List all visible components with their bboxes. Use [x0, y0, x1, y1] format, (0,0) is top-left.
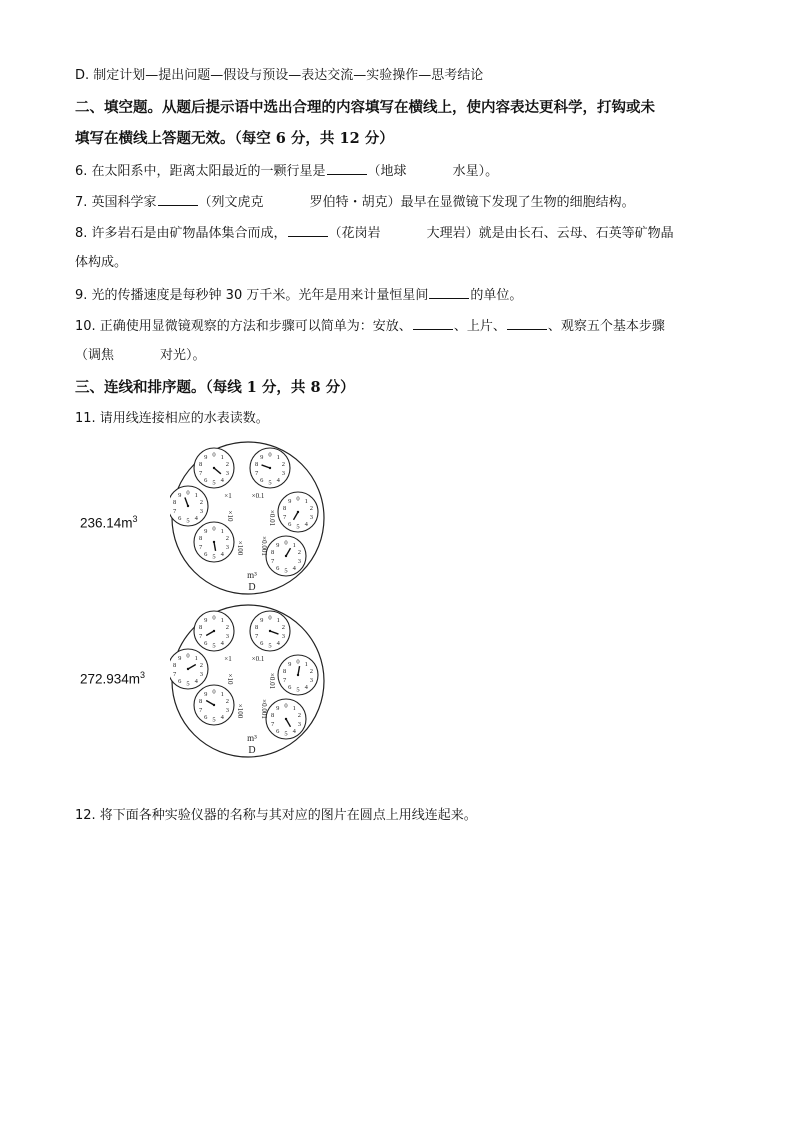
dial-digit: 6 [178, 677, 182, 685]
dial-digit: 1 [304, 498, 308, 506]
dial-digit: 1 [194, 492, 198, 500]
dial-digit: 7 [271, 557, 275, 565]
q8-hint-option2: 大理岩）就是由长石、云母、石英等矿物晶 [426, 226, 674, 241]
meter-dial [266, 536, 306, 576]
dial-digit: 9 [260, 454, 264, 462]
dial-digit: 0 [186, 652, 190, 660]
question-8 [75, 222, 674, 244]
dial-digit: 7 [173, 507, 177, 515]
dial-multiplier: ×0.1 [251, 492, 265, 500]
dial-digit: 6 [260, 476, 264, 484]
meter-dial [194, 448, 234, 488]
meter-unit-label: m³ [247, 733, 257, 743]
dial-digit: 8 [255, 624, 259, 632]
dial-multiplier: ×1 [224, 492, 232, 500]
dial-digit: 0 [268, 614, 272, 622]
meter-dial [194, 685, 234, 725]
dial-pivot [285, 555, 287, 557]
dial-digit: 2 [281, 461, 285, 469]
dial-digit: 4 [220, 550, 224, 558]
dial-digit: 6 [276, 564, 280, 572]
dial-digit: 5 [268, 642, 272, 650]
dial-digit: 8 [283, 505, 287, 513]
dial-pivot [213, 630, 215, 632]
dial-digit: 8 [173, 662, 177, 670]
meter-dial [250, 448, 290, 488]
q7-text: 7. 英国科学家 [75, 195, 157, 210]
dial-digit: 1 [292, 705, 296, 713]
meter-dial [278, 655, 318, 695]
dial-digit: 7 [255, 469, 259, 477]
dial-digit: 5 [186, 680, 190, 688]
dial-digit: 7 [199, 543, 203, 551]
water-meter-figure-2 [170, 601, 326, 761]
meter-reading-1-value: 236.14m [80, 515, 133, 531]
dial-digit: 6 [178, 514, 182, 522]
dial-digit: 9 [276, 705, 280, 713]
dial-digit: 4 [220, 476, 224, 484]
question-9 [75, 284, 522, 306]
dial-multiplier: ×10 [226, 510, 234, 522]
dial-digit: 7 [173, 670, 177, 678]
q8-text: 8. 许多岩石是由矿物晶体集合而成， [75, 226, 287, 241]
meter-dial [266, 699, 306, 739]
q9-text: 9. 光的传播速度是每秒钟 30 万千米。光年是用来计量恒星间 [75, 288, 429, 303]
dial-digit: 4 [194, 514, 198, 522]
dial-digit: 8 [255, 461, 259, 469]
dial-digit: 4 [220, 639, 224, 647]
dial-multiplier: ×100 [236, 703, 244, 719]
dial-digit: 0 [284, 539, 288, 547]
dial-digit: 2 [225, 461, 229, 469]
dial-digit: 3 [225, 706, 229, 714]
dial-digit: 4 [292, 727, 296, 735]
dial-pivot [269, 630, 271, 632]
water-meter-figure-1 [170, 438, 326, 598]
dial-digit: 5 [296, 523, 300, 531]
q6-answer-blank[interactable] [327, 160, 367, 175]
dial-digit: 2 [225, 624, 229, 632]
dial-pivot [213, 704, 215, 706]
dial-digit: 6 [204, 550, 208, 558]
dial-digit: 5 [296, 686, 300, 694]
q6-text: 6. 在太阳系中，距离太阳最近的一颗行星是 [75, 164, 326, 179]
dial-digit: 1 [276, 454, 280, 462]
dial-digit: 5 [212, 553, 216, 561]
dial-digit: 1 [304, 661, 308, 669]
dial-digit: 4 [276, 476, 280, 484]
q6-hint-option1: （地球 [367, 164, 407, 179]
meter-reading-2-exponent: 3 [140, 670, 146, 680]
dial-digit: 2 [297, 712, 301, 720]
q8-line2: 体构成。 [75, 255, 128, 270]
dial-digit: 3 [225, 632, 229, 640]
q8-hint-option1: （花岗岩 [328, 226, 381, 241]
section2-title-line2: 填写在横线上答题无效。（每空 6 分，共 12 分） [75, 130, 394, 147]
dial-digit: 9 [204, 691, 208, 699]
dial-digit: 1 [220, 528, 224, 536]
dial-digit: 8 [199, 698, 203, 706]
meter-dial [170, 649, 208, 689]
dial-digit: 7 [199, 632, 203, 640]
dial-digit: 3 [309, 676, 313, 684]
dial-digit: 1 [220, 691, 224, 699]
q7-answer-blank[interactable] [158, 191, 198, 206]
dial-digit: 0 [186, 489, 190, 497]
dial-digit: 9 [178, 492, 182, 500]
dial-digit: 1 [220, 617, 224, 625]
dial-digit: 8 [199, 624, 203, 632]
q10-hint-option2: 对光）。 [160, 348, 206, 363]
dial-digit: 6 [276, 727, 280, 735]
dial-multiplier: ×0.001 [260, 536, 268, 556]
dial-digit: 6 [260, 639, 264, 647]
dial-digit: 7 [283, 513, 287, 521]
dial-digit: 4 [194, 677, 198, 685]
dial-digit: 9 [178, 655, 182, 663]
dial-digit: 8 [199, 461, 203, 469]
q8-answer-blank[interactable] [288, 222, 328, 237]
dial-digit: 3 [297, 720, 301, 728]
dial-digit: 0 [212, 614, 216, 622]
q10-mid1: 、上片、 [453, 319, 506, 334]
dial-digit: 3 [309, 513, 313, 521]
q10-mid2: 、观察五个基本步骤 [547, 319, 665, 334]
dial-digit: 1 [220, 454, 224, 462]
dial-digit: 9 [204, 454, 208, 462]
q10-hint-option1: （调焦 [75, 348, 115, 363]
dial-digit: 9 [276, 542, 280, 550]
dial-digit: 7 [283, 676, 287, 684]
dial-digit: 3 [199, 507, 203, 515]
dial-digit: 1 [194, 655, 198, 663]
dial-digit: 7 [199, 706, 203, 714]
dial-digit: 4 [304, 683, 308, 691]
dial-digit: 6 [288, 683, 292, 691]
q6-hint-option2: 水星）。 [452, 164, 499, 179]
dial-digit: 6 [204, 713, 208, 721]
dial-digit: 6 [288, 520, 292, 528]
dial-pivot [269, 467, 271, 469]
section3-title: 三、连线和排序题。（每线 1 分，共 8 分） [75, 379, 355, 396]
meter-unit-label: m³ [247, 570, 257, 580]
meter-model-label: D [248, 745, 256, 756]
dial-multiplier: ×10 [226, 673, 234, 685]
dial-pivot [285, 718, 287, 720]
dial-digit: 9 [204, 528, 208, 536]
dial-multiplier: ×0.01 [268, 672, 276, 690]
dial-digit: 2 [225, 698, 229, 706]
q7-hint-option2: 罗伯特・胡克）最早在显微镜下发现了生物的细胞结构。 [309, 195, 635, 210]
meter-reading-1 [80, 514, 138, 531]
meter-dial [170, 486, 208, 526]
meter-dial [250, 611, 290, 651]
dial-digit: 2 [309, 668, 313, 676]
q10-answer-blank-1[interactable] [413, 315, 453, 330]
dial-digit: 1 [276, 617, 280, 625]
option-d: D. 制定计划—提出问题—假设与预设—表达交流—实验操作—思考结论 [75, 68, 484, 83]
dial-digit: 0 [296, 658, 300, 666]
dial-pivot [213, 541, 215, 543]
dial-digit: 9 [288, 661, 292, 669]
dial-multiplier: ×0.001 [260, 699, 268, 719]
dial-digit: 3 [225, 543, 229, 551]
dial-multiplier: ×1 [224, 655, 232, 663]
meter-dial [278, 492, 318, 532]
meter-reading-1-exponent: 3 [132, 514, 138, 524]
dial-digit: 8 [199, 535, 203, 543]
q7-hint-option1: （列文虎克 [198, 195, 264, 210]
question-12: 12. 将下面各种实验仪器的名称与其对应的图片在圆点上用线连起来。 [75, 808, 477, 823]
dial-pivot [187, 505, 189, 507]
dial-digit: 9 [204, 617, 208, 625]
dial-digit: 0 [212, 688, 216, 696]
dial-digit: 4 [220, 713, 224, 721]
dial-digit: 5 [284, 567, 288, 575]
q10-answer-blank-2[interactable] [507, 315, 547, 330]
dial-digit: 7 [255, 632, 259, 640]
question-6 [75, 160, 498, 182]
dial-digit: 7 [271, 720, 275, 728]
meter-dial [194, 611, 234, 651]
meter-model-label: D [248, 582, 256, 593]
dial-digit: 4 [276, 639, 280, 647]
dial-digit: 4 [292, 564, 296, 572]
dial-digit: 2 [281, 624, 285, 632]
meter-reading-2-value: 272.934m [80, 671, 141, 687]
dial-pivot [213, 467, 215, 469]
dial-digit: 3 [281, 632, 285, 640]
dial-multiplier: ×0.1 [251, 655, 265, 663]
dial-digit: 6 [204, 639, 208, 647]
dial-digit: 6 [204, 476, 208, 484]
q10-text: 10. 正确使用显微镜观察的方法和步骤可以简单为：安放、 [75, 319, 412, 334]
dial-digit: 0 [212, 525, 216, 533]
dial-pivot [297, 511, 299, 513]
dial-digit: 4 [304, 520, 308, 528]
dial-pivot [187, 668, 189, 670]
dial-digit: 8 [271, 712, 275, 720]
q10-hint-line [75, 346, 206, 366]
meter-dial [194, 522, 234, 562]
dial-digit: 5 [212, 642, 216, 650]
dial-digit: 2 [297, 549, 301, 557]
dial-multiplier: ×0.01 [268, 509, 276, 527]
dial-digit: 1 [292, 542, 296, 550]
dial-digit: 2 [199, 499, 203, 507]
dial-pivot [297, 674, 299, 676]
dial-digit: 2 [309, 505, 313, 513]
dial-digit: 7 [199, 469, 203, 477]
dial-digit: 2 [225, 535, 229, 543]
dial-digit: 5 [284, 730, 288, 738]
dial-digit: 3 [225, 469, 229, 477]
dial-digit: 2 [199, 662, 203, 670]
dial-multiplier: ×100 [236, 540, 244, 556]
meter-reading-2 [80, 670, 145, 687]
dial-digit: 3 [297, 557, 301, 565]
section2-title-line1: 二、填空题。从题后提示语中选出合理的内容填写在横线上，使内容表达更科学，打钩或未 [75, 99, 655, 116]
dial-digit: 9 [288, 498, 292, 506]
dial-digit: 5 [186, 517, 190, 525]
dial-digit: 0 [212, 451, 216, 459]
q9-tail: 的单位。 [470, 288, 523, 303]
dial-digit: 5 [268, 479, 272, 487]
dial-digit: 9 [260, 617, 264, 625]
dial-digit: 0 [268, 451, 272, 459]
q9-answer-blank[interactable] [429, 284, 469, 299]
question-11: 11. 请用线连接相应的水表读数。 [75, 411, 269, 426]
dial-digit: 8 [173, 499, 177, 507]
dial-digit: 0 [296, 495, 300, 503]
dial-digit: 3 [281, 469, 285, 477]
dial-digit: 5 [212, 479, 216, 487]
dial-digit: 3 [199, 670, 203, 678]
question-7 [75, 191, 635, 213]
question-10 [75, 315, 665, 337]
dial-digit: 8 [283, 668, 287, 676]
dial-digit: 5 [212, 716, 216, 724]
dial-digit: 8 [271, 549, 275, 557]
dial-digit: 0 [284, 702, 288, 710]
